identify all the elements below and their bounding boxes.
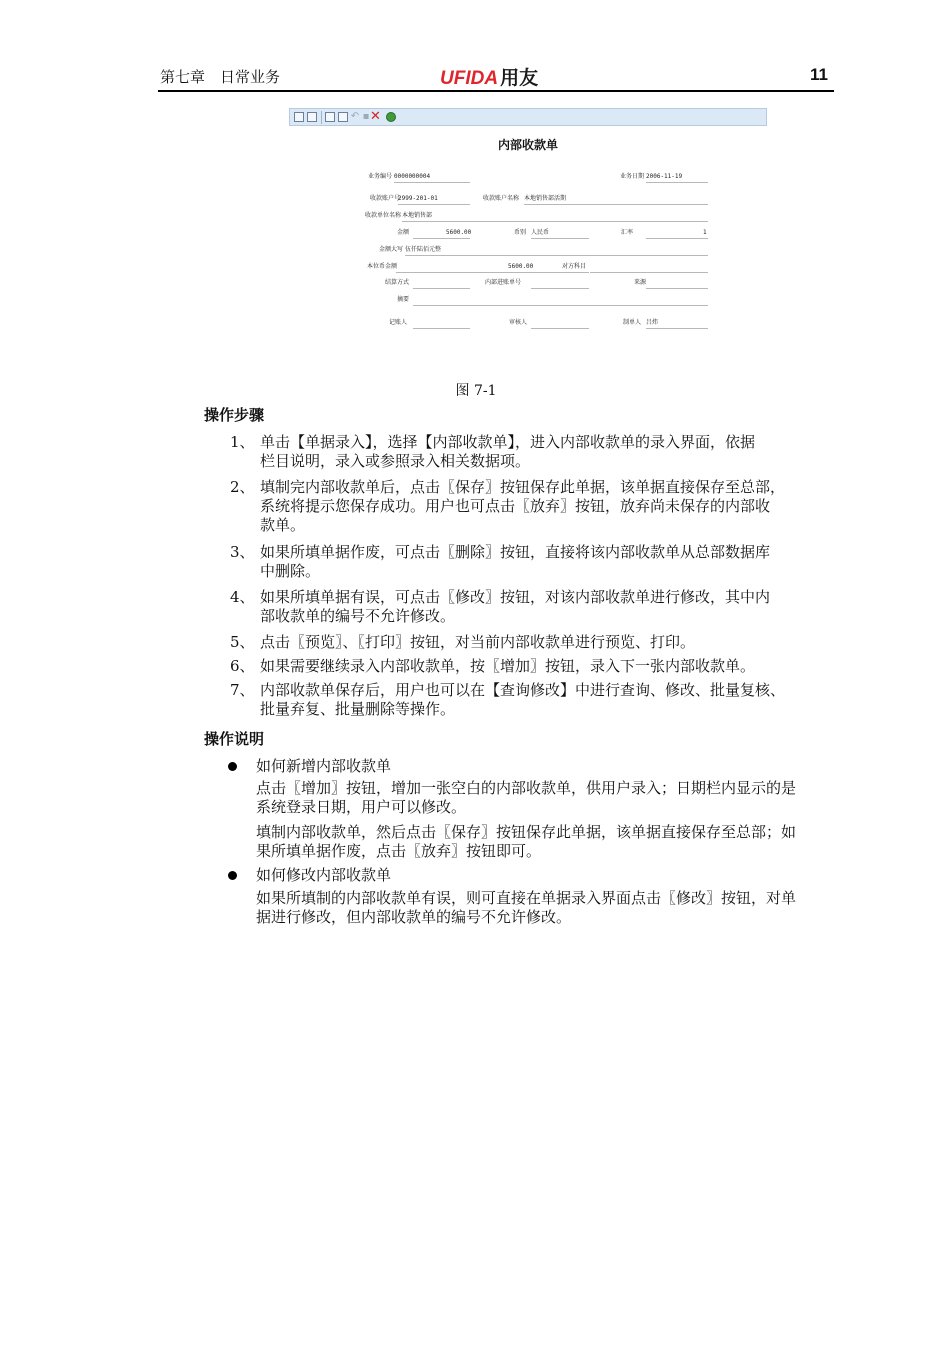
biz-date-label: 业务日期 (620, 173, 645, 180)
bullet-dot-icon (228, 871, 237, 880)
form-title: 内部收款单 (497, 138, 558, 152)
internal-no-label: 内部进账单号 (485, 279, 522, 286)
field-underline (590, 272, 708, 273)
step-item: 7、 内部收款单保存后，用户也可以在【查询修改】中进行查询、修改、批量复核、 批量弃复、批量删除等操作。 (230, 681, 786, 718)
undo-icon[interactable]: ↶ (350, 111, 360, 122)
amount-value[interactable]: 5600.00 (446, 229, 472, 236)
auditor-label: 审核人 (509, 319, 528, 326)
field-underline (646, 238, 708, 239)
bullet-paragraph: 填制内部收款单，然后点击〖保存〗按钮保存此单据，该单据直接保存至总部；如 果所填单据作废，点击〖放弃〗按钮即可。 (256, 823, 797, 860)
rate-label: 汇率 (621, 229, 634, 236)
recv-acct-name-label: 收款账户名称 (483, 195, 520, 202)
field-underline (531, 238, 589, 239)
save-icon[interactable]: ▪ (362, 111, 370, 122)
field-underline (646, 182, 708, 183)
biz-no-value[interactable]: 0000000004 (394, 173, 431, 180)
biz-date-value[interactable]: 2006-11-19 (646, 173, 683, 180)
field-underline (531, 288, 589, 289)
step-item: 5、 点击〖预览〗、〖打印〗按钮，对当前内部收款单进行预览、打印。 (230, 633, 696, 651)
internal-receipt-form-figure (289, 108, 767, 338)
maker-value[interactable]: 吕炜 (646, 319, 659, 326)
field-underline (398, 204, 470, 205)
ufida-logo: UFIDA 用友 (440, 68, 539, 89)
section-title-notes: 操作说明 (204, 730, 265, 748)
rate-value[interactable]: 1 (703, 229, 707, 236)
field-underline (646, 288, 708, 289)
bullet-item: 如何修改内部收款单 (228, 866, 832, 885)
amount-upper-value[interactable]: 伍仟陆佰元整 (405, 246, 442, 253)
source-label: 来源 (634, 279, 647, 286)
page-header (158, 62, 834, 92)
bullet-item: 如何新增内部收款单 (228, 757, 832, 776)
figure-caption: 图 7-1 (455, 383, 497, 399)
step-item: 4、 如果所填单据有误，可点击〖修改〗按钮，对该内部收款单进行修改，其中内 部收款单的编号不允许修改。 (230, 588, 771, 625)
form-toolbar (289, 108, 767, 126)
recv-unit-value[interactable]: 本地销售部 (402, 212, 433, 219)
maker-label: 制单人 (623, 319, 642, 326)
recv-acct-name-value[interactable]: 本地销售部活期 (524, 195, 567, 202)
recv-unit-label: 收款单位名称 (365, 212, 402, 219)
exit-icon[interactable] (386, 112, 396, 122)
settle-label: 结算方式 (385, 279, 410, 286)
bullet-dot-icon (228, 762, 237, 771)
toolbar-separator (321, 111, 322, 124)
recv-acct-label: 收款账户号 (370, 195, 401, 202)
recv-acct-value[interactable]: 2999-201-01 (398, 195, 438, 202)
field-underline (394, 182, 470, 183)
step-item: 3、 如果所填单据作废，可点击〖删除〗按钮，直接将该内部收款单从总部数据库 中删除。 (230, 543, 771, 580)
preview-icon[interactable] (294, 112, 304, 122)
field-underline (413, 238, 470, 239)
section-title-steps: 操作步骤 (204, 406, 265, 424)
field-underline (524, 204, 708, 205)
bullet-paragraph: 点击〖增加〗按钮，增加一张空白的内部收款单，供用户录入；日期栏内显示的是 系统登录日期，用户可以修改。 (256, 779, 797, 816)
print-icon[interactable] (307, 112, 317, 122)
bookkeeper-label: 记账人 (389, 319, 408, 326)
local-amount-label: 本位币金额 (367, 263, 398, 270)
step-item: 6、 如果需要继续录入内部收款单，按〖增加〗按钮，录入下一张内部收款单。 (230, 657, 756, 675)
chapter-title: 第七章 日常业务 (160, 68, 281, 86)
field-underline (646, 328, 708, 329)
field-underline (531, 328, 589, 329)
amount-upper-label: 金额大写 (379, 246, 404, 253)
page-number: 11 (810, 65, 828, 84)
field-underline (413, 328, 470, 329)
field-underline (413, 305, 708, 306)
summary-label: 摘要 (397, 296, 410, 303)
field-underline (402, 221, 708, 222)
step-item: 1、 单击【单据录入】，选择【内部收款单】，进入内部收款单的录入界面，依据 栏目说明，录入或参照录入相关数据项。 (230, 433, 756, 470)
counter-subject-label: 对方科目 (562, 263, 587, 270)
edit-icon[interactable] (338, 112, 348, 122)
field-underline (413, 288, 470, 289)
field-underline (396, 272, 589, 273)
bullet-paragraph: 如果所填制的内部收款单有误，则可直接在单据录入界面点击〖修改〗按钮，对单 据进行修改，但内部收款单的编号不允许修改。 (256, 889, 797, 926)
amount-label: 金额 (397, 229, 410, 236)
delete-icon[interactable]: ✕ (370, 109, 381, 124)
biz-no-label: 业务编号 (368, 173, 393, 180)
local-amount-value[interactable]: 5600.00 (508, 263, 534, 270)
new-doc-icon[interactable] (325, 112, 335, 122)
currency-label: 币别 (514, 229, 527, 236)
currency-value[interactable]: 人民币 (531, 229, 550, 236)
field-underline (405, 255, 708, 256)
step-item: 2、 填制完内部收款单后，点击〖保存〗按钮保存此单据，该单据直接保存至总部， 系统将提示您保存成功。用户也可点击〖放弃〗按钮，放弃尚未保存的内部收 款单。 (230, 478, 786, 534)
